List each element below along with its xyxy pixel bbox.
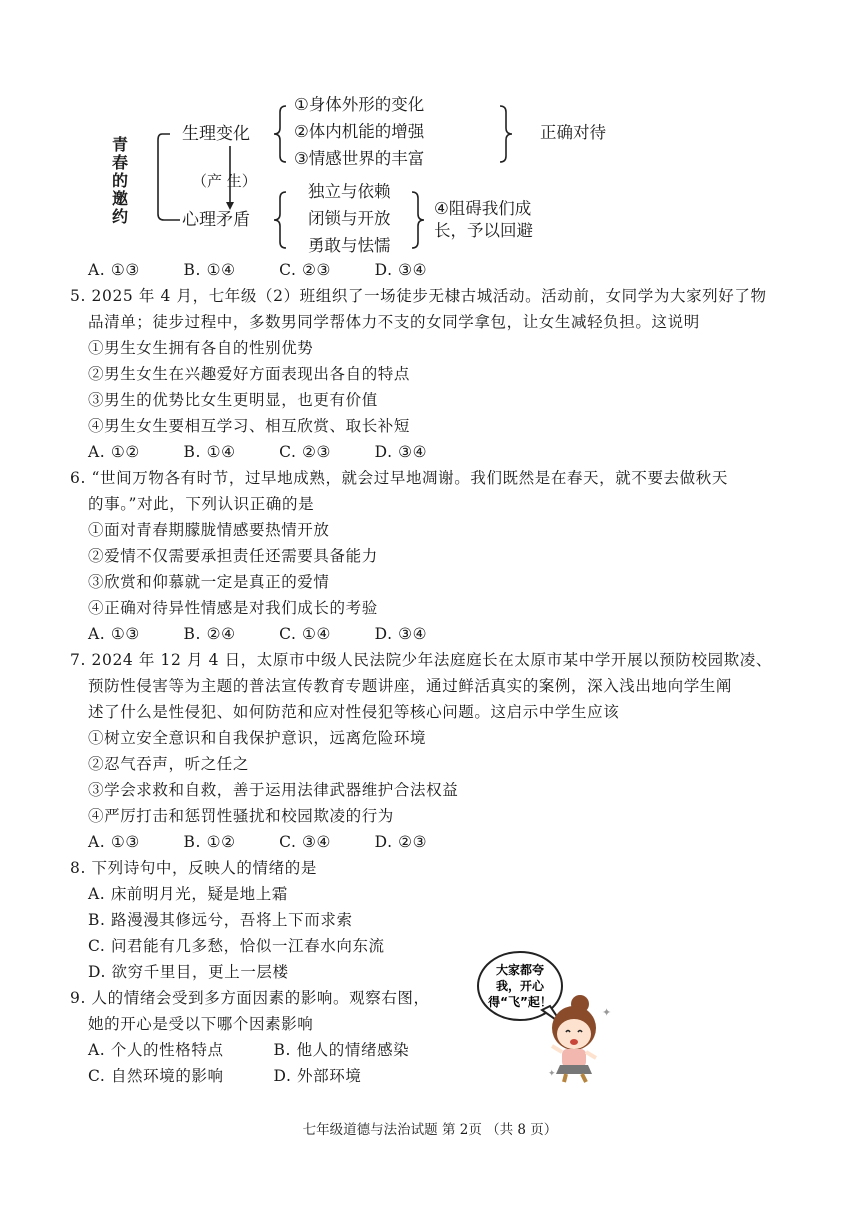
q8-option-c[interactable]: C. 问君能有几多愁，恰似一江春水向东流 [88,937,385,955]
q4-options [88,257,465,283]
physical-result: 正确对待 [540,123,606,142]
psych-result-line-1: ④阻碍我们成 [434,199,532,218]
q6-option-b[interactable]: B. ②④ [183,625,236,643]
q6-option-a[interactable]: A. ①③ [88,625,140,643]
physical-right-bracket [500,106,512,162]
psych-item-2: 闭锁与开放 [308,209,391,228]
q5-item-3: ③男生的优势比女生更明显，也更有价值 [88,391,378,409]
girl-skirt [556,1065,592,1074]
q6-item-4: ④正确对待异性情感是对我们成长的考验 [88,599,378,617]
q4-option-a[interactable]: A. ①③ [88,261,140,279]
girl-legs [564,1074,586,1082]
q6-item-1: ①面对青春期朦胧情感要热情开放 [88,521,330,539]
diagram-root-char-3: 的 [112,171,129,190]
q6-options [88,621,465,647]
q7-option-c[interactable]: C. ③④ [279,833,332,851]
sparkle-icon-2: ✦ [548,1069,556,1079]
physical-bracket [274,106,286,162]
girl-body [562,1049,586,1067]
q5-stem-line-2: 品清单；徒步过程中，多数男同学帮体力不支的女同学拿包，让女生减轻负担。这说明 [88,313,700,331]
diagram-root-char-2: 春 [112,153,129,172]
q9-option-b[interactable]: B. 他人的情绪感染 [273,1041,410,1059]
q8-option-b[interactable]: B. 路漫漫其修远兮，吾将上下而求索 [88,911,353,929]
branch-psychological: 心理矛盾 [182,210,250,230]
branch-physical: 生理变化 [182,124,250,144]
q7-stem-line-2: 预防性侵害等为主题的普法宣传教育专题讲座，通过鲜活真实的案例，深入浅出地向学生阐 [88,677,733,695]
bubble-line-2: 我，开心 [495,979,545,993]
q7-stem-line-1: 7. 2024 年 12 月 4 日，太原市中级人民法院少年法庭庭长在太原市某中学开展以预防校园欺凌、 [70,651,772,669]
q4-option-c[interactable]: C. ②③ [279,261,332,279]
arrow-label: （产 生） [192,172,257,190]
q7-item-2: ②忍气吞声，听之任之 [88,755,250,773]
girl-mouth [570,1039,578,1045]
q9-stem-line-2: 她的开心是受以下哪个因素影响 [88,1015,314,1033]
psych-right-bracket [412,192,424,248]
bubble-line-3: 得“飞”起！ [488,995,552,1009]
q5-stem-line-1: 5. 2025 年 4 月，七年级（2）班组织了一场徒步无棣古城活动。活动前，女同学为大家列好了物 [70,287,767,305]
q9-options-row-2 [88,1063,361,1089]
diagram-root-char-5: 约 [112,207,129,226]
produce-arrowhead [226,202,234,210]
q8-option-d[interactable]: D. 欲穷千里目，更上一层楼 [88,963,289,981]
q8-stem: 8. 下列诗句中，反映人的情绪的是 [70,859,317,877]
q5-option-c[interactable]: C. ②③ [279,443,332,461]
q7-option-a[interactable]: A. ①③ [88,833,140,851]
q8-option-a[interactable]: A. 床前明月光，疑是地上霜 [88,885,288,903]
q5-item-4: ④男生女生要相互学习、相互欣赏、取长补短 [88,417,411,435]
q5-option-b[interactable]: B. ①④ [183,443,236,461]
q7-stem-line-3: 述了什么是性侵犯、如何防范和应对性侵犯等核心问题。这启示中学生应该 [88,703,620,721]
diagram-root-char-4: 邀 [112,189,129,208]
q9-option-d[interactable]: D. 外部环境 [273,1067,362,1085]
q7-option-b[interactable]: B. ①② [183,833,236,851]
psych-result-line-2: 长，予以回避 [434,221,533,240]
physical-item-3: ③情感世界的丰富 [294,149,425,168]
q6-option-d[interactable]: D. ③④ [374,625,428,643]
q7-item-4: ④严厉打击和惩罚性骚扰和校园欺凌的行为 [88,807,394,825]
q6-option-c[interactable]: C. ①④ [279,625,332,643]
bubble-line-1: 大家都夸 [495,963,545,977]
root-bracket [158,134,180,220]
q5-option-d[interactable]: D. ③④ [374,443,428,461]
q6-stem-line-2: 的事。”对此，下列认识正确的是 [88,495,315,513]
q5-item-1: ①男生女生拥有各自的性别优势 [88,339,314,357]
happy-girl-illustration [462,950,612,1085]
q4-option-d[interactable]: D. ③④ [374,261,428,279]
concept-diagram [100,88,660,258]
q5-option-a[interactable]: A. ①② [88,443,140,461]
q9-options-row-1 [88,1037,409,1063]
q6-item-3: ③欣赏和仰慕就一定是真正的爱情 [88,573,330,591]
girl-arm-left [552,1046,562,1052]
q7-option-d[interactable]: D. ②③ [374,833,428,851]
page-footer: 七年级道德与法治试题 第 2页 （共 8 页） [302,1122,558,1138]
psych-item-1: 独立与依赖 [308,182,391,201]
q5-item-2: ②男生女生在兴趣爱好方面表现出各自的特点 [88,365,411,383]
physical-item-2: ②体内机能的增强 [294,122,425,141]
psych-item-3: 勇敢与怯懦 [308,236,391,255]
q7-item-3: ③学会求救和自救，善于运用法律武器维护合法权益 [88,781,459,799]
q4-option-b[interactable]: B. ①④ [183,261,236,279]
q5-options [88,439,465,465]
q6-stem-line-1: 6. “世间万物各有时节，过早地成熟，就会过早地凋谢。我们既然是在春天，就不要去做秋天 [70,469,728,487]
q7-options [88,829,465,855]
q9-stem-line-1: 9. 人的情绪会受到多方面因素的影响。观察右图， [70,989,430,1007]
sparkle-icon: ✦ [602,1006,612,1019]
diagram-root-char-1: 青 [112,135,129,154]
q7-item-1: ①树立安全意识和自我保护意识，远离危险环境 [88,729,427,747]
q9-option-c[interactable]: C. 自然环境的影响 [88,1067,224,1085]
psych-bracket [274,192,286,248]
girl-arm-right [586,1052,596,1058]
q9-option-a[interactable]: A. 个人的性格特点 [88,1041,224,1059]
physical-item-1: ①身体外形的变化 [294,95,425,114]
q6-item-2: ②爱情不仅需要承担责任还需要具备能力 [88,547,378,565]
